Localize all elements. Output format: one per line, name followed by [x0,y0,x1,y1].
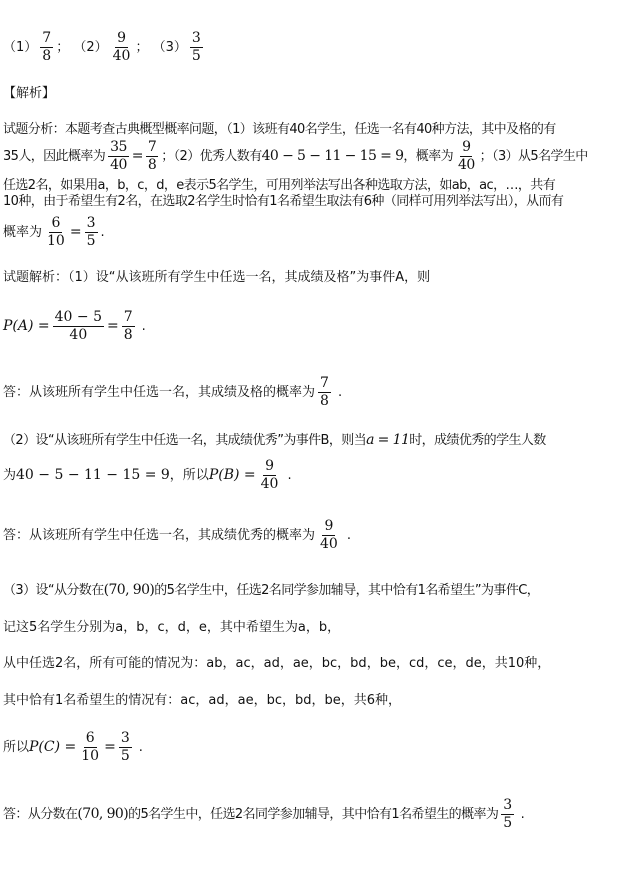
analysis-line-5: 概率为 $\frac{6}{10}$ = $\frac{3}{5}$ . [3,215,105,249]
analysis-line-1: 试题分析：本题考查古典概型概率问题，（1）该班有40名学生，任选一名有40种方法，其中及格的有 [3,122,556,137]
interval-expression: (70, 90) [103,582,155,598]
formula-fraction: $\frac{9}{40}$ [260,458,279,492]
condition-expression: a = 11 [366,432,410,448]
formula-fraction: $\frac{7}{8}$ [123,309,133,343]
probability-a-formula: P(A) = $\frac{40 - 5}{40}$ = $\frac{7}{8}$ . [3,309,146,343]
interval-expression: (70, 90) [77,806,129,822]
analysis-line-3: 任选2名，如果用a，b，c，d，e表示5名学生，可用列举法写出各种选取方法，如ab，ac，…，共有 [3,178,556,193]
part-3-line-1: （3）设“从分数在(70, 90)的5名学生中，任选2名同学参加辅导，其中恰有1名希望生”为事件C， [3,582,540,598]
analysis-expression: 40 − 5 − 11 − 15 = 9 [261,148,404,164]
analysis-line-2: 35人，因此概率为 $\frac{35}{40}$ = $\frac{7}{8}$ ；（2）优秀人数有40 − 5 − 11 − 15 = 9，概率为 $\frac{9}{40}$ ；（3）从5名学生中 [3,139,588,173]
formula-fraction: $\frac{6}{10}$ [81,730,100,764]
formula-fraction: $\frac{3}{5}$ [120,730,130,764]
answer-fraction: $\frac{7}{8}$ [320,375,329,409]
probability-c-formula: 所以P(C) = $\frac{6}{10}$ = $\frac{3}{5}$ . [3,730,143,764]
answer-1-statement: 答：从该班所有学生中任选一名，其成绩及格的概率为 $\frac{7}{8}$ . [3,375,343,409]
formula-fraction: $\frac{40 - 5}{40}$ [54,309,102,343]
analysis-fraction: $\frac{9}{40}$ [458,139,475,173]
analysis-fraction: $\frac{3}{5}$ [86,215,96,249]
count-expression: 40 − 5 − 11 − 15 = 9 [16,467,170,483]
part-2-line-2: 为40 − 5 − 11 − 15 = 9，所以P(B) = $\frac{9}{40}$ . [3,458,292,492]
analysis-fraction: $\frac{6}{10}$ [47,215,65,249]
answer-3-label: （3） [152,40,187,55]
answer-1-fraction: $\frac{7}{8}$ [42,30,52,64]
analysis-fraction: $\frac{35}{40}$ [110,139,127,173]
part-2-line-1: （2）设“从该班所有学生中任选一名，其成绩优秀”为事件B，则当a = 11时，成绩优秀的学生人数 [3,432,546,448]
answer-3-statement: 答：从分数在(70, 90)的5名学生中，任选2名同学参加辅导，其中恰有1名希望生的概率为 $\frac{3}{5}$ . [3,797,525,831]
analysis-fraction: $\frac{7}{8}$ [147,139,157,173]
answer-2-label: （2） [73,40,108,55]
answer-2-statement: 答：从该班所有学生中任选一名，其成绩优秀的概率为 $\frac{9}{40}$ . [3,518,351,552]
student-names: 记这5名学生分别为a，b，c，d，e，其中希望生为a，b， [3,620,341,635]
section-heading: 【解析】 [3,86,56,101]
solution-intro: 试题解析：（1）设“从该班所有学生中任选一名，其成绩及格”为事件A，则 [3,270,431,285]
answer-1-label: （1） [3,40,38,55]
all-combinations: 从中任选2名，所有可能的情况为：ab，ac，ad，ae，bc，bd，be，cd，ce，de，共10种， [3,656,551,671]
answers-line: （1） $\frac{7}{8}$ ； （2） $\frac{9}{40}$ ； （3） $\frac{3}{5}$ [3,30,201,64]
analysis-line-4: 10种，由于希望生有2名，在选取2名学生时恰有1名希望生取法有6种（同样可用列举法写出），从而有 [3,194,564,209]
answer-3-fraction: $\frac{3}{5}$ [191,30,201,64]
favorable-combinations: 其中恰有1名希望生的情况有：ac，ad，ae，bc，bd，be，共6种， [3,693,401,708]
answer-fraction: $\frac{3}{5}$ [503,797,512,831]
answer-fraction: $\frac{9}{40}$ [320,518,338,552]
answer-2-fraction: $\frac{9}{40}$ [112,30,131,64]
